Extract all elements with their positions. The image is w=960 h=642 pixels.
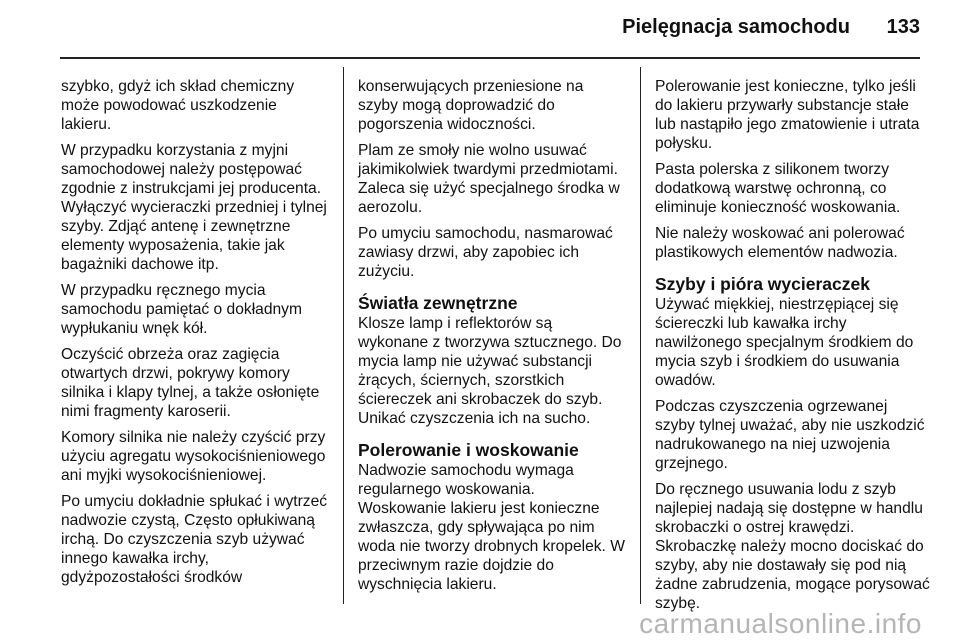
- watermark: carmanualsonline.info: [639, 608, 922, 639]
- column-divider-2: [640, 67, 641, 604]
- header-rule: [60, 57, 920, 59]
- page-number: 133: [886, 16, 920, 38]
- paragraph: Polerowanie jest konieczne, tylko jeśli do lakieru przywarły substancje stałe lub nastąpiło jego zmatowienie i utrata połysku.: [655, 78, 920, 152]
- paragraph: Plam ze smoły nie wolno usuwać jakimikolwiek twardymi przedmiotami. Zaleca się użyć specjalnego środka w aerozolu.: [358, 142, 620, 216]
- paragraph: W przypadku ręcznego mycia samochodu pamiętać o dokładnym wypłukaniu wnęk kół.: [61, 282, 302, 337]
- column-divider-1: [343, 67, 344, 604]
- paragraph: Oczyścić obrzeża oraz zagięcia otwartych drzwi, pokrywy komory silnika i klapy tylnej, a także osłonięte nimi fragmenty karoserii.: [61, 346, 320, 420]
- paragraph: W przypadku korzystania z myjni samochodowej należy postępować zgodnie z instrukcjami jej producenta. Wyłączyć wycieraczki przedniej i tylnej szyby. Zdjąć antenę i zewnętrzne elementy wyposażenia, takie jak bagażniki dachowe itp.: [61, 142, 327, 273]
- paragraph: Pasta polerska z silikonem tworzy dodatkową warstwę ochronną, co eliminuje konieczność woskowania.: [655, 161, 901, 216]
- column-3: [655, 77, 930, 620]
- paragraph: Nadwozie samochodu wymaga regularnego woskowania. Woskowanie lakieru jest konieczne zwłaszcza, gdy spływająca po nim woda nie tworzy drobnych kropelek. W przeciwnym razie dojdzie do wyschnięcia lakieru.: [358, 462, 625, 593]
- column-1: [61, 77, 329, 594]
- section-heading-lights: Światła zewnętrzne: [358, 293, 518, 313]
- section-heading-polish: Polerowanie i woskowanie: [358, 440, 579, 460]
- paragraph: Po umyciu dokładnie spłukać i wytrzeć nadwozie czystą, Często opłukiwaną irchą. Do czyszczenia szyb używać innego kawałka irchy, gdyżpozostałości środków: [61, 493, 328, 586]
- paragraph: szybko, gdyż ich skład chemiczny może powodować uszkodzenie lakieru.: [61, 78, 295, 133]
- paragraph: Po umyciu samochodu, nasmarować zawiasy drzwi, aby zapobiec ich zużyciu.: [358, 225, 613, 280]
- paragraph: konserwujących przeniesione na szyby mogą doprowadzić do pogorszenia widoczności.: [358, 78, 584, 133]
- section-heading-glass: Szyby i pióra wycieraczek: [655, 274, 870, 294]
- paragraph: Podczas czyszczenia ogrzewanej szyby tylnej uważać, aby nie uszkodzić nadrukowanego na niej uzwojenia grzejnego.: [655, 398, 925, 472]
- paragraph: Nie należy woskować ani polerować plastikowych elementów nadwozia.: [655, 225, 905, 261]
- paragraph: Klosze lamp i reflektorów są wykonane z tworzywa sztucznego. Do mycia lamp nie używać substancji żrących, ściernych, szorstkich ściereczek ani skrobaczek do szyb. Unikać czyszczenia ich na sucho.: [358, 315, 622, 427]
- paragraph: Komory silnika nie należy czyścić przy użyciu agregatu wysokociśnieniowego ani myjki wysokociśnieniowej.: [61, 429, 326, 484]
- column-2: [358, 77, 626, 601]
- paragraph: Używać miękkiej, niestrzępiącej się ściereczki lub kawałka irchy nawilżonego specjalnym środkiem do mycia szyb i środkiem do usuwania owadów.: [655, 296, 914, 389]
- paragraph: Do ręcznego usuwania lodu z szyb najlepiej nadają się dostępne w handlu skrobaczki o ostrej krawędzi. Skrobaczkę należy mocno dociskać do szyby, aby nie dostawały się pod nią żadne zabrudzenia, mogące porysować szybę.: [655, 481, 930, 612]
- page-title: Pielęgnacja samochodu: [622, 16, 850, 38]
